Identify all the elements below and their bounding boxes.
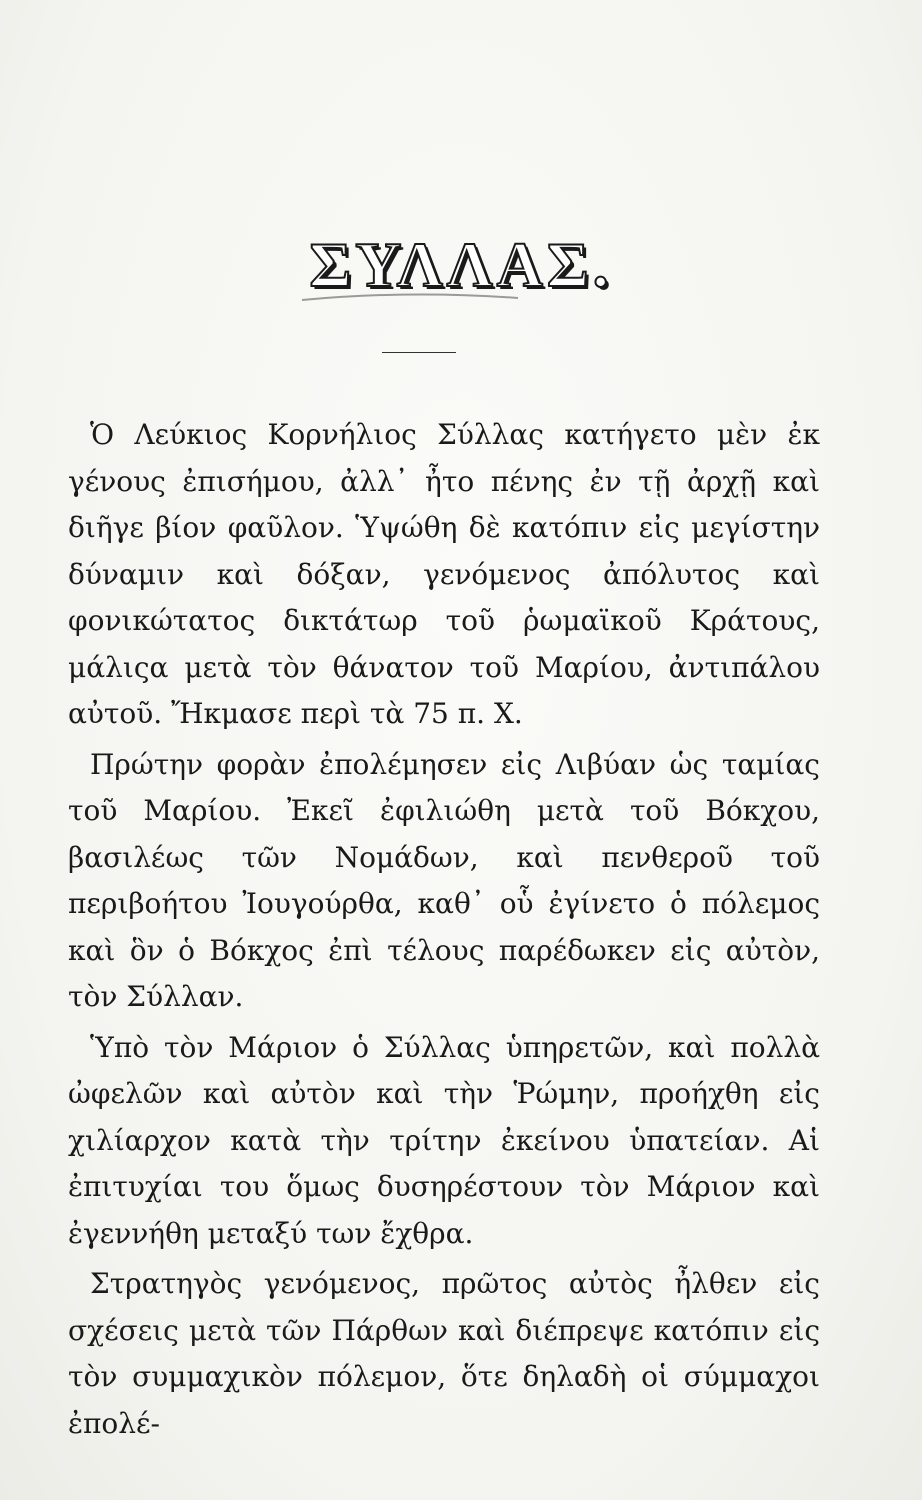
page-title: ΣΥΛΛΑΣ. [309, 229, 613, 300]
title-ornament [300, 292, 520, 304]
section-rule [382, 352, 456, 353]
paragraph: Ὑπὸ τὸν Μάριον ὁ Σύλλας ὑπηρετῶν, καὶ πολλὰ ὠφελῶν καὶ αὐτὸν καὶ τὴν Ῥώμην, προήχθη εἰς χιλίαρχον κατὰ τὴν τρίτην ἐκείνου ὑπατείαν. Αἱ ἐπιτυχίαι του ὅμως δυσηρέστουν τὸν Μάριον καὶ ἐγεννήθη μεταξύ των ἔχθρα. [68, 1030, 820, 1250]
body-text [68, 412, 820, 1447]
paragraph: Πρώτην φορὰν ἐπολέμησεν εἰς Λιβύαν ὡς ταμίας τοῦ Μαρίου. Ἐκεῖ ἐφιλιώθη μετὰ τοῦ Βόκχου, βασιλέως τῶν Νομάδων, καὶ πενθεροῦ τοῦ περιβοήτου Ἰουγούρθα, καθ᾽ οὗ ἐγίνετο ὁ πόλεμος καὶ ὃν ὁ Βόκχος ἐπὶ τέλους παρέδωκεν εἰς αὐτὸν, τὸν Σύλλαν. [68, 747, 820, 1013]
paragraph: Ὁ Λεύκιος Κορνήλιος Σύλλας κατήγετο μὲν ἐκ γένους ἐπισήμου, ἀλλ᾽ ἦτο πένης ἐν τῇ ἀρχῇ καὶ διῆγε βίον φαῦλον. Ὑψώθη δὲ κατόπιν εἰς μεγίστην δύναμιν καὶ δόξαν, γενόμενος ἀπόλυτος καὶ φονικώτατος δικτάτωρ τοῦ ῥωμαϊκοῦ Κράτους, μάλιςα μετὰ τὸν θάνατον τοῦ Μαρίου, ἀντιπάλου αὐτοῦ. Ἤκμασε περὶ τὰ 75 π. Χ. [68, 418, 820, 730]
paragraph: Στρατηγὸς γενόμενος, πρῶτος αὐτὸς ἦλθεν εἰς σχέσεις μετὰ τῶν Πάρθων καὶ διέπρεψε κατόπιν εἰς τὸν συμμαχικὸν πόλεμον, ὅτε δηλαδὴ οἱ σύμμαχοι ἐπολέ- [68, 1267, 820, 1440]
